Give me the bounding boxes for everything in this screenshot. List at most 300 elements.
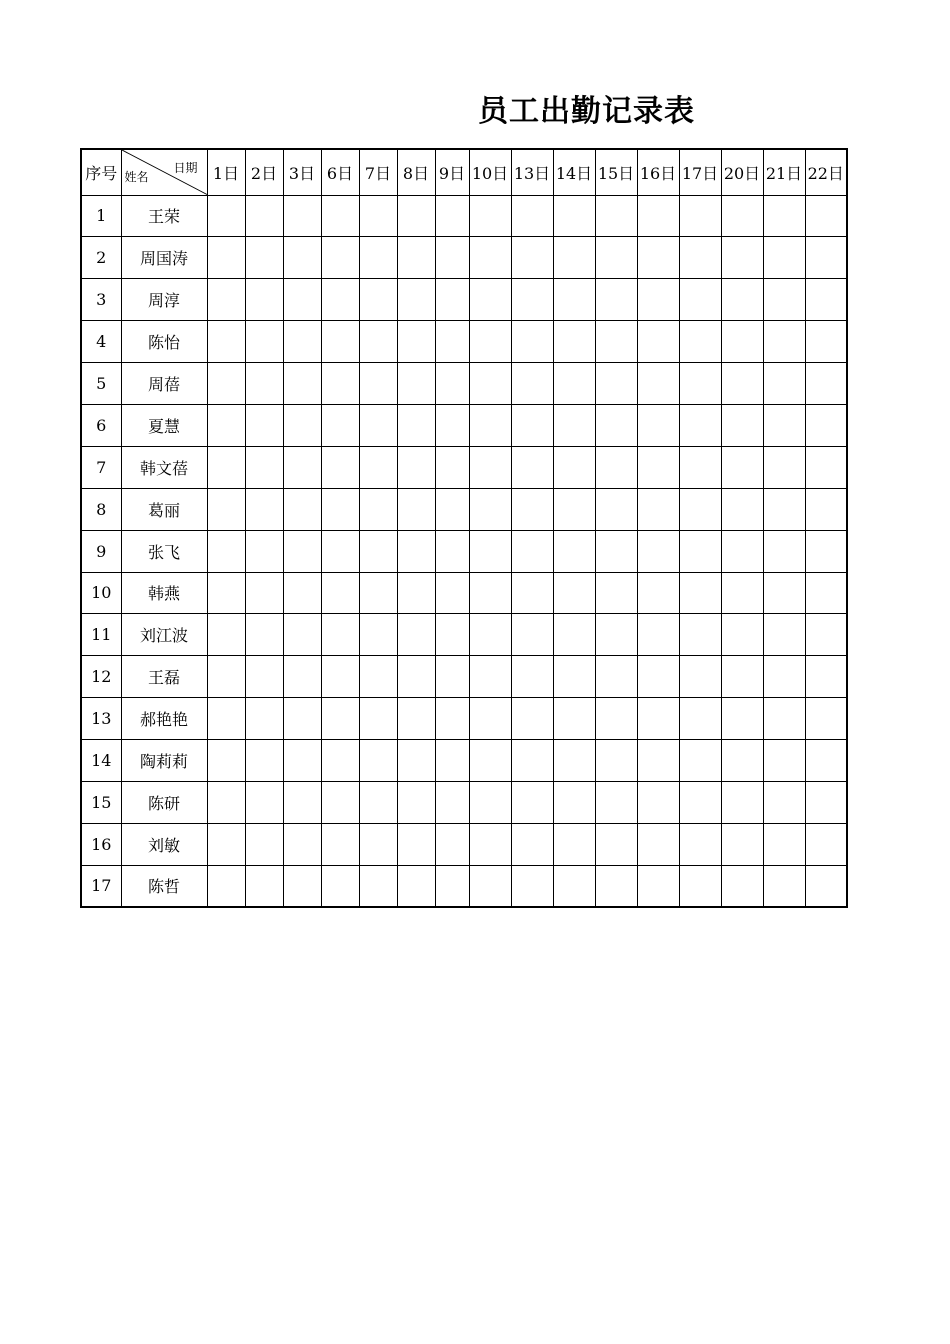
attendance-cell[interactable]: [553, 279, 595, 321]
attendance-cell[interactable]: [359, 446, 397, 488]
attendance-cell[interactable]: [397, 195, 435, 237]
attendance-cell[interactable]: [511, 363, 553, 405]
attendance-cell[interactable]: [321, 321, 359, 363]
attendance-cell[interactable]: [469, 279, 511, 321]
attendance-cell[interactable]: [511, 195, 553, 237]
attendance-cell[interactable]: [245, 823, 283, 865]
attendance-cell[interactable]: [359, 530, 397, 572]
attendance-cell[interactable]: [721, 446, 763, 488]
attendance-cell[interactable]: [435, 530, 469, 572]
attendance-cell[interactable]: [595, 572, 637, 614]
attendance-cell[interactable]: [679, 781, 721, 823]
attendance-cell[interactable]: [207, 572, 245, 614]
attendance-cell[interactable]: [245, 781, 283, 823]
attendance-cell[interactable]: [679, 530, 721, 572]
attendance-cell[interactable]: [805, 488, 847, 530]
attendance-cell[interactable]: [435, 865, 469, 907]
attendance-cell[interactable]: [721, 865, 763, 907]
attendance-cell[interactable]: [721, 614, 763, 656]
attendance-cell[interactable]: [207, 614, 245, 656]
employee-name: 韩燕: [121, 572, 207, 614]
attendance-cell[interactable]: [637, 614, 679, 656]
attendance-cell[interactable]: [805, 237, 847, 279]
attendance-cell[interactable]: [321, 823, 359, 865]
attendance-cell[interactable]: [245, 865, 283, 907]
attendance-cell[interactable]: [721, 740, 763, 782]
row-index: 9: [81, 530, 121, 572]
row-index: 17: [81, 865, 121, 907]
attendance-cell[interactable]: [721, 656, 763, 698]
attendance-cell[interactable]: [321, 279, 359, 321]
attendance-cell[interactable]: [245, 279, 283, 321]
attendance-cell[interactable]: [397, 488, 435, 530]
attendance-cell[interactable]: [397, 363, 435, 405]
attendance-cell[interactable]: [553, 740, 595, 782]
attendance-cell[interactable]: [511, 237, 553, 279]
attendance-cell[interactable]: [397, 446, 435, 488]
date-header: 17日: [679, 149, 721, 195]
attendance-cell[interactable]: [321, 781, 359, 823]
attendance-cell[interactable]: [595, 321, 637, 363]
attendance-cell[interactable]: [511, 321, 553, 363]
attendance-cell[interactable]: [359, 572, 397, 614]
attendance-cell[interactable]: [321, 865, 359, 907]
attendance-cell[interactable]: [207, 446, 245, 488]
attendance-cell[interactable]: [763, 823, 805, 865]
attendance-cell[interactable]: [721, 363, 763, 405]
attendance-cell[interactable]: [553, 237, 595, 279]
attendance-cell[interactable]: [397, 614, 435, 656]
attendance-cell[interactable]: [679, 740, 721, 782]
attendance-cell[interactable]: [207, 781, 245, 823]
attendance-cell[interactable]: [721, 321, 763, 363]
attendance-cell[interactable]: [245, 656, 283, 698]
attendance-cell[interactable]: [245, 488, 283, 530]
attendance-cell[interactable]: [553, 530, 595, 572]
attendance-cell[interactable]: [637, 279, 679, 321]
attendance-cell[interactable]: [397, 404, 435, 446]
attendance-cell[interactable]: [207, 488, 245, 530]
attendance-cell[interactable]: [469, 321, 511, 363]
attendance-cell[interactable]: [637, 698, 679, 740]
attendance-cell[interactable]: [805, 865, 847, 907]
attendance-cell[interactable]: [397, 321, 435, 363]
attendance-cell[interactable]: [321, 404, 359, 446]
attendance-cell[interactable]: [469, 363, 511, 405]
attendance-cell[interactable]: [397, 823, 435, 865]
attendance-cell[interactable]: [511, 488, 553, 530]
attendance-cell[interactable]: [359, 404, 397, 446]
attendance-cell[interactable]: [637, 195, 679, 237]
attendance-cell[interactable]: [435, 698, 469, 740]
attendance-cell[interactable]: [321, 740, 359, 782]
attendance-cell[interactable]: [679, 865, 721, 907]
attendance-cell[interactable]: [679, 823, 721, 865]
attendance-cell[interactable]: [553, 321, 595, 363]
attendance-cell[interactable]: [283, 446, 321, 488]
attendance-cell[interactable]: [435, 740, 469, 782]
employee-name: 王磊: [121, 656, 207, 698]
attendance-cell[interactable]: [553, 488, 595, 530]
attendance-cell[interactable]: [435, 195, 469, 237]
attendance-cell[interactable]: [805, 530, 847, 572]
attendance-cell[interactable]: [679, 195, 721, 237]
employee-name: 张飞: [121, 530, 207, 572]
attendance-cell[interactable]: [595, 698, 637, 740]
attendance-cell[interactable]: [321, 363, 359, 405]
name-date-header: [121, 149, 207, 195]
attendance-cell[interactable]: [763, 363, 805, 405]
attendance-cell[interactable]: [721, 488, 763, 530]
date-header: 1日: [207, 149, 245, 195]
attendance-cell[interactable]: [435, 321, 469, 363]
attendance-cell[interactable]: [805, 614, 847, 656]
attendance-cell[interactable]: [321, 614, 359, 656]
attendance-cell[interactable]: [359, 781, 397, 823]
attendance-cell[interactable]: [359, 614, 397, 656]
attendance-cell[interactable]: [805, 823, 847, 865]
attendance-cell[interactable]: [469, 195, 511, 237]
attendance-cell[interactable]: [553, 446, 595, 488]
attendance-cell[interactable]: [763, 195, 805, 237]
attendance-cell[interactable]: [595, 865, 637, 907]
attendance-cell[interactable]: [763, 614, 805, 656]
attendance-cell[interactable]: [359, 823, 397, 865]
attendance-cell[interactable]: [245, 363, 283, 405]
employee-name: 陈研: [121, 781, 207, 823]
attendance-cell[interactable]: [245, 446, 283, 488]
attendance-cell[interactable]: [207, 195, 245, 237]
attendance-cell[interactable]: [679, 656, 721, 698]
row-index: 13: [81, 698, 121, 740]
attendance-cell[interactable]: [805, 446, 847, 488]
attendance-cell[interactable]: [435, 237, 469, 279]
attendance-cell[interactable]: [321, 195, 359, 237]
attendance-cell[interactable]: [207, 404, 245, 446]
attendance-cell[interactable]: [397, 530, 435, 572]
attendance-cell[interactable]: [435, 614, 469, 656]
attendance-cell[interactable]: [679, 698, 721, 740]
attendance-cell[interactable]: [207, 865, 245, 907]
attendance-cell[interactable]: [283, 865, 321, 907]
attendance-cell[interactable]: [283, 321, 321, 363]
attendance-cell[interactable]: [469, 614, 511, 656]
attendance-cell[interactable]: [595, 363, 637, 405]
attendance-cell[interactable]: [283, 572, 321, 614]
attendance-cell[interactable]: [321, 488, 359, 530]
table-row: [81, 237, 847, 279]
attendance-cell[interactable]: [359, 321, 397, 363]
attendance-cell[interactable]: [763, 698, 805, 740]
attendance-cell[interactable]: [245, 572, 283, 614]
attendance-cell[interactable]: [805, 195, 847, 237]
attendance-cell[interactable]: [397, 572, 435, 614]
attendance-cell[interactable]: [207, 698, 245, 740]
attendance-cell[interactable]: [245, 404, 283, 446]
attendance-cell[interactable]: [469, 656, 511, 698]
attendance-cell[interactable]: [763, 781, 805, 823]
attendance-cell[interactable]: [397, 237, 435, 279]
attendance-cell[interactable]: [469, 740, 511, 782]
attendance-cell[interactable]: [805, 656, 847, 698]
attendance-cell[interactable]: [469, 446, 511, 488]
attendance-cell[interactable]: [805, 363, 847, 405]
attendance-cell[interactable]: [637, 363, 679, 405]
attendance-cell[interactable]: [763, 572, 805, 614]
attendance-cell[interactable]: [721, 237, 763, 279]
table-row: [81, 530, 847, 572]
attendance-cell[interactable]: [321, 530, 359, 572]
table-row: [81, 781, 847, 823]
attendance-cell[interactable]: [359, 656, 397, 698]
attendance-cell[interactable]: [245, 530, 283, 572]
attendance-cell[interactable]: [511, 781, 553, 823]
attendance-cell[interactable]: [553, 404, 595, 446]
attendance-cell[interactable]: [595, 614, 637, 656]
attendance-cell[interactable]: [721, 279, 763, 321]
attendance-cell[interactable]: [679, 614, 721, 656]
attendance-cell[interactable]: [359, 488, 397, 530]
attendance-cell[interactable]: [283, 363, 321, 405]
attendance-cell[interactable]: [435, 404, 469, 446]
attendance-cell[interactable]: [595, 237, 637, 279]
attendance-cell[interactable]: [595, 488, 637, 530]
attendance-cell[interactable]: [595, 781, 637, 823]
attendance-cell[interactable]: [435, 446, 469, 488]
attendance-cell[interactable]: [207, 321, 245, 363]
attendance-cell[interactable]: [283, 237, 321, 279]
attendance-cell[interactable]: [805, 740, 847, 782]
attendance-cell[interactable]: [469, 698, 511, 740]
attendance-cell[interactable]: [805, 572, 847, 614]
attendance-cell[interactable]: [435, 488, 469, 530]
attendance-cell[interactable]: [207, 363, 245, 405]
attendance-cell[interactable]: [553, 656, 595, 698]
attendance-cell[interactable]: [397, 740, 435, 782]
attendance-cell[interactable]: [763, 530, 805, 572]
attendance-cell[interactable]: [805, 698, 847, 740]
attendance-cell[interactable]: [359, 740, 397, 782]
date-header: 20日: [721, 149, 763, 195]
row-index: 3: [81, 279, 121, 321]
attendance-cell[interactable]: [511, 740, 553, 782]
attendance-cell[interactable]: [637, 321, 679, 363]
attendance-cell[interactable]: [763, 279, 805, 321]
attendance-cell[interactable]: [637, 488, 679, 530]
attendance-cell[interactable]: [321, 446, 359, 488]
attendance-cell[interactable]: [207, 656, 245, 698]
attendance-cell[interactable]: [469, 865, 511, 907]
attendance-cell[interactable]: [679, 446, 721, 488]
attendance-cell[interactable]: [805, 321, 847, 363]
attendance-cell[interactable]: [595, 530, 637, 572]
attendance-cell[interactable]: [469, 237, 511, 279]
table-row: [81, 279, 847, 321]
attendance-cell[interactable]: [679, 279, 721, 321]
attendance-cell[interactable]: [435, 279, 469, 321]
attendance-cell[interactable]: [511, 823, 553, 865]
attendance-cell[interactable]: [721, 781, 763, 823]
attendance-cell[interactable]: [721, 404, 763, 446]
attendance-cell[interactable]: [511, 446, 553, 488]
attendance-cell[interactable]: [637, 781, 679, 823]
attendance-cell[interactable]: [283, 279, 321, 321]
attendance-cell[interactable]: [397, 781, 435, 823]
attendance-cell[interactable]: [805, 781, 847, 823]
attendance-cell[interactable]: [763, 488, 805, 530]
attendance-cell[interactable]: [321, 237, 359, 279]
attendance-cell[interactable]: [553, 823, 595, 865]
attendance-cell[interactable]: [321, 698, 359, 740]
attendance-cell[interactable]: [763, 446, 805, 488]
attendance-cell[interactable]: [435, 572, 469, 614]
attendance-cell[interactable]: [637, 865, 679, 907]
attendance-cell[interactable]: [511, 572, 553, 614]
attendance-cell[interactable]: [397, 279, 435, 321]
attendance-cell[interactable]: [435, 656, 469, 698]
attendance-cell[interactable]: [637, 823, 679, 865]
attendance-cell[interactable]: [721, 195, 763, 237]
attendance-cell[interactable]: [511, 614, 553, 656]
attendance-cell[interactable]: [359, 237, 397, 279]
attendance-cell[interactable]: [721, 823, 763, 865]
attendance-cell[interactable]: [245, 740, 283, 782]
attendance-cell[interactable]: [283, 614, 321, 656]
attendance-cell[interactable]: [595, 823, 637, 865]
attendance-cell[interactable]: [679, 237, 721, 279]
attendance-cell[interactable]: [245, 195, 283, 237]
attendance-cell[interactable]: [435, 363, 469, 405]
row-index: 15: [81, 781, 121, 823]
index-header: 序号: [81, 149, 121, 195]
attendance-cell[interactable]: [283, 823, 321, 865]
attendance-cell[interactable]: [637, 446, 679, 488]
attendance-cell[interactable]: [359, 363, 397, 405]
attendance-cell[interactable]: [679, 321, 721, 363]
attendance-cell[interactable]: [245, 237, 283, 279]
attendance-cell[interactable]: [637, 404, 679, 446]
attendance-cell[interactable]: [207, 279, 245, 321]
attendance-cell[interactable]: [469, 488, 511, 530]
attendance-cell[interactable]: [207, 823, 245, 865]
attendance-cell[interactable]: [595, 740, 637, 782]
attendance-cell[interactable]: [763, 404, 805, 446]
attendance-cell[interactable]: [679, 488, 721, 530]
attendance-cell[interactable]: [553, 195, 595, 237]
attendance-cell[interactable]: [245, 614, 283, 656]
attendance-cell[interactable]: [359, 279, 397, 321]
attendance-cell[interactable]: [435, 781, 469, 823]
attendance-cell[interactable]: [595, 656, 637, 698]
attendance-cell[interactable]: [595, 404, 637, 446]
attendance-cell[interactable]: [679, 404, 721, 446]
attendance-cell[interactable]: [321, 656, 359, 698]
attendance-cell[interactable]: [207, 740, 245, 782]
date-header: 10日: [469, 149, 511, 195]
attendance-cell[interactable]: [805, 279, 847, 321]
attendance-cell[interactable]: [469, 823, 511, 865]
table-row: [81, 823, 847, 865]
row-index: 7: [81, 446, 121, 488]
attendance-cell[interactable]: [397, 698, 435, 740]
attendance-cell[interactable]: [679, 363, 721, 405]
date-header: 9日: [435, 149, 469, 195]
attendance-cell[interactable]: [245, 698, 283, 740]
attendance-cell[interactable]: [469, 781, 511, 823]
attendance-cell[interactable]: [763, 865, 805, 907]
attendance-cell[interactable]: [595, 195, 637, 237]
attendance-cell[interactable]: [359, 195, 397, 237]
attendance-cell[interactable]: [553, 781, 595, 823]
attendance-cell[interactable]: [207, 530, 245, 572]
attendance-cell[interactable]: [245, 321, 283, 363]
attendance-cell[interactable]: [553, 363, 595, 405]
table-row: [81, 572, 847, 614]
attendance-cell[interactable]: [805, 404, 847, 446]
attendance-cell[interactable]: [721, 572, 763, 614]
attendance-cell[interactable]: [595, 279, 637, 321]
attendance-cell[interactable]: [359, 698, 397, 740]
employee-name: 周国涛: [121, 237, 207, 279]
attendance-cell[interactable]: [469, 572, 511, 614]
attendance-cell[interactable]: [397, 865, 435, 907]
attendance-cell[interactable]: [637, 740, 679, 782]
attendance-cell[interactable]: [321, 572, 359, 614]
attendance-cell[interactable]: [435, 823, 469, 865]
attendance-cell[interactable]: [283, 530, 321, 572]
attendance-cell[interactable]: [637, 530, 679, 572]
attendance-cell[interactable]: [283, 740, 321, 782]
attendance-cell[interactable]: [511, 698, 553, 740]
date-header: 3日: [283, 149, 321, 195]
attendance-cell[interactable]: [679, 572, 721, 614]
attendance-cell[interactable]: [511, 656, 553, 698]
attendance-cell[interactable]: [283, 195, 321, 237]
attendance-cell[interactable]: [637, 237, 679, 279]
attendance-cell[interactable]: [637, 572, 679, 614]
employee-name: 陈哲: [121, 865, 207, 907]
attendance-cell[interactable]: [511, 865, 553, 907]
attendance-cell[interactable]: [721, 530, 763, 572]
attendance-cell[interactable]: [637, 656, 679, 698]
attendance-cell[interactable]: [283, 656, 321, 698]
attendance-cell[interactable]: [553, 614, 595, 656]
attendance-cell[interactable]: [469, 530, 511, 572]
attendance-cell[interactable]: [397, 656, 435, 698]
row-index: 1: [81, 195, 121, 237]
table-row: [81, 195, 847, 237]
attendance-cell[interactable]: [283, 781, 321, 823]
attendance-cell[interactable]: [283, 404, 321, 446]
attendance-cell[interactable]: [763, 321, 805, 363]
attendance-cell[interactable]: [763, 237, 805, 279]
attendance-cell[interactable]: [553, 572, 595, 614]
attendance-cell[interactable]: [763, 656, 805, 698]
attendance-cell[interactable]: [283, 698, 321, 740]
attendance-cell[interactable]: [511, 279, 553, 321]
attendance-cell[interactable]: [721, 698, 763, 740]
attendance-cell[interactable]: [511, 404, 553, 446]
attendance-cell[interactable]: [595, 446, 637, 488]
attendance-cell[interactable]: [283, 488, 321, 530]
attendance-cell[interactable]: [553, 698, 595, 740]
attendance-cell[interactable]: [511, 530, 553, 572]
attendance-cell[interactable]: [469, 404, 511, 446]
attendance-cell[interactable]: [763, 740, 805, 782]
attendance-cell[interactable]: [553, 865, 595, 907]
attendance-cell[interactable]: [207, 237, 245, 279]
attendance-cell[interactable]: [359, 865, 397, 907]
